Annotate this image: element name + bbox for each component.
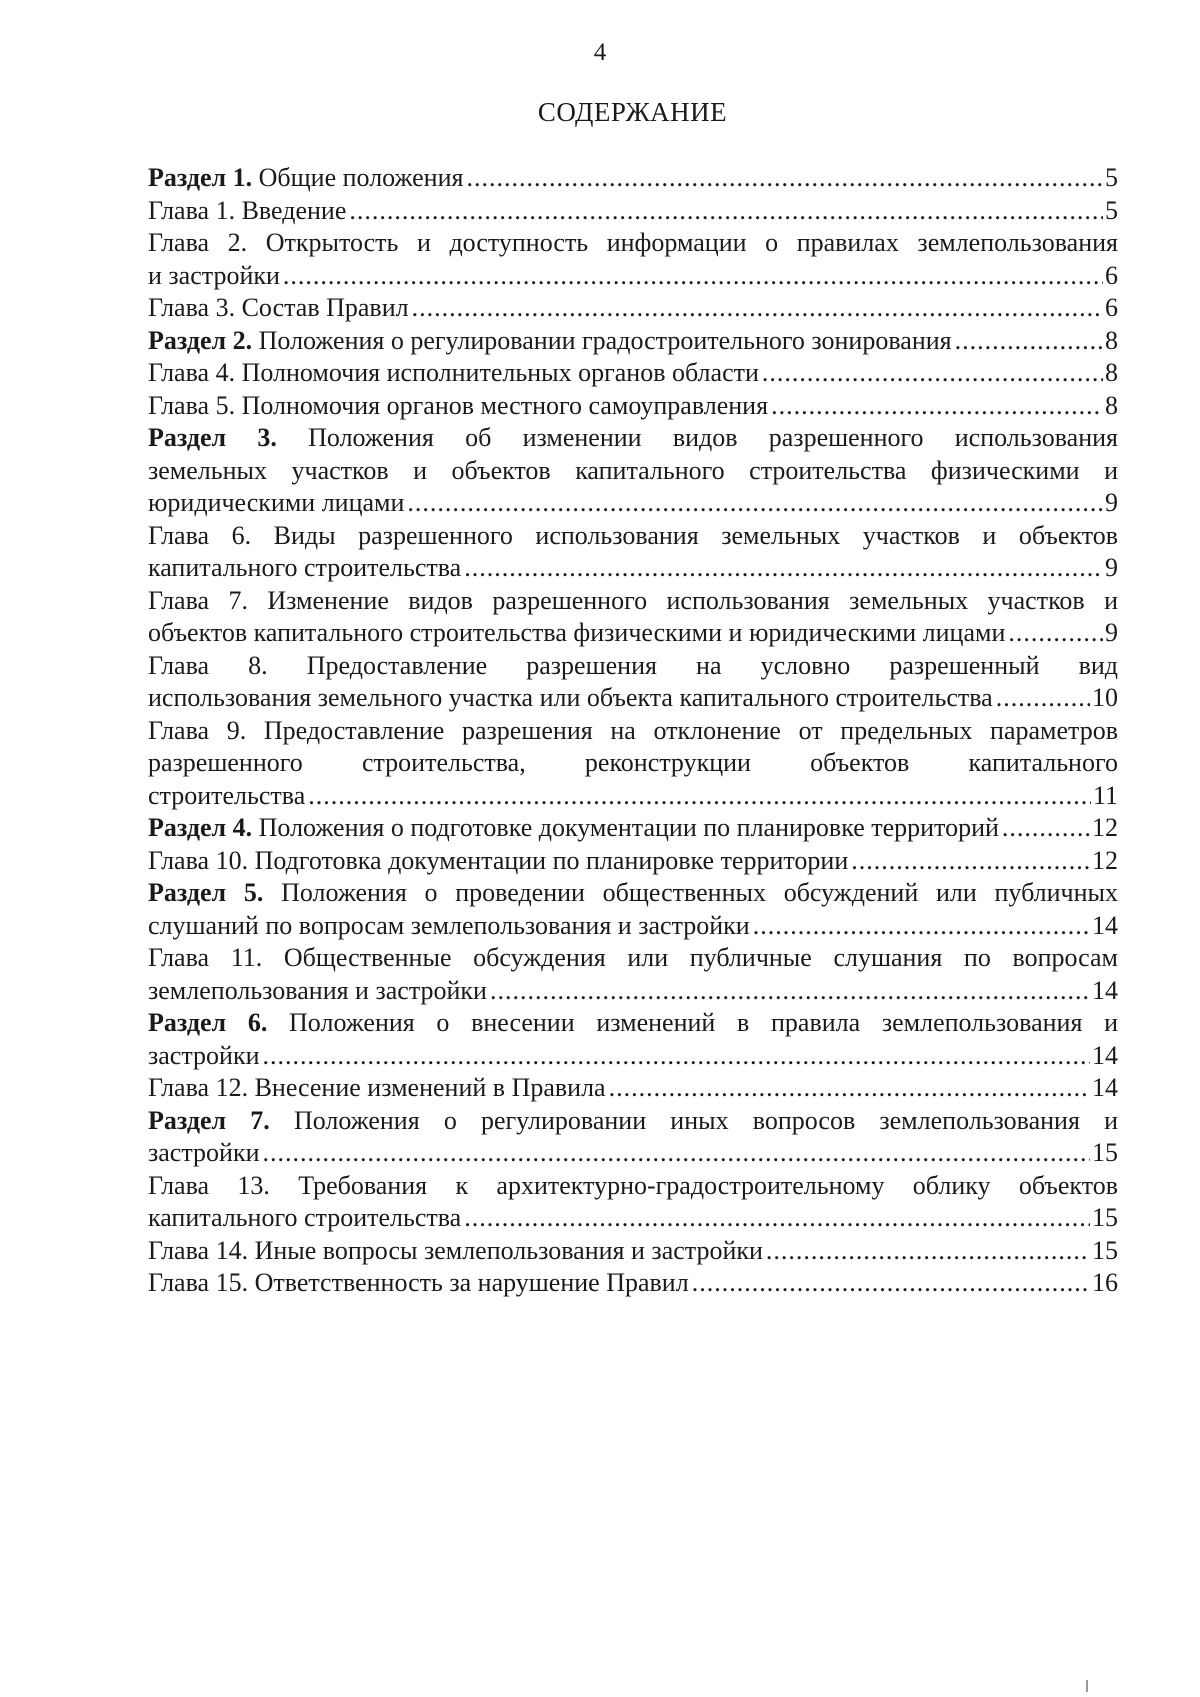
toc-page-number: 15: [1092, 1235, 1118, 1265]
toc-entry-lead: Раздел 5.: [148, 878, 264, 907]
dot-leader: [692, 1267, 1090, 1300]
toc-entry-text: [148, 325, 952, 358]
toc-chapter-entry: [148, 292, 1118, 325]
toc-page-number: 8: [1105, 390, 1118, 420]
dot-leader: [996, 682, 1090, 715]
toc-line: [148, 390, 1118, 423]
toc-entry-lead: Глава 13.: [148, 1170, 270, 1200]
toc-entry-title: Требования к архитектурно-градостроительному облику объектов: [269, 1170, 1118, 1200]
toc-line: [148, 877, 1118, 910]
toc-line: [148, 1235, 1118, 1268]
toc-section-entry: [148, 877, 1118, 942]
toc-entry-title: разрешенного строительства, реконструкции объектов капитального: [148, 748, 1118, 777]
toc-page-number: 15: [1092, 1138, 1118, 1167]
toc-chapter-entry: [148, 942, 1118, 1007]
toc-entry-title: застройки: [148, 1138, 260, 1167]
toc-entry-lead: Глава 4.: [148, 358, 236, 387]
toc-entry-text: [148, 357, 759, 390]
toc-chapter-entry: [148, 357, 1118, 390]
table-of-contents: [148, 162, 1118, 1300]
toc-page-number: 16: [1092, 1268, 1118, 1297]
dot-leader: [263, 1040, 1091, 1073]
toc-page-number: 12: [1092, 813, 1118, 842]
toc-entry-title: юридическими лицами: [148, 488, 405, 517]
dot-leader: [412, 292, 1103, 325]
toc-chapter-entry: [148, 1170, 1118, 1235]
toc-entry-title: Положения о регулировании градостроительного зонирования: [252, 325, 952, 355]
dot-leader: [771, 390, 1103, 423]
toc-line: [148, 910, 1118, 943]
toc-entry-title: капитального строительства: [148, 1203, 462, 1232]
toc-entry-title: Общие положения: [252, 163, 464, 192]
toc-entry-text: [148, 390, 768, 423]
toc-entry-lead: Раздел 4.: [148, 813, 253, 842]
dot-leader: [464, 1202, 1090, 1235]
toc-section-entry: [148, 162, 1118, 195]
toc-line: [148, 1072, 1118, 1105]
toc-chapter-entry: [148, 1235, 1118, 1268]
toc-entry-text: [148, 292, 409, 325]
toc-page-number: 10: [1092, 683, 1118, 712]
toc-entry-text: [148, 260, 280, 293]
toc-entry-text: [148, 682, 993, 715]
toc-line: [148, 487, 1118, 520]
toc-entry-title: Иные вопросы землепользования и застройки: [248, 1235, 763, 1265]
toc-entry-lead: Раздел 7.: [148, 1105, 270, 1135]
toc-entry-lead: Глава 12.: [148, 1073, 249, 1102]
toc-entry-title: Виды разрешенного использования земельных участков и объектов: [251, 520, 1118, 550]
dot-leader: [466, 162, 1103, 195]
toc-page-number: 15: [1092, 1203, 1118, 1232]
toc-page-number: 9: [1105, 553, 1118, 582]
toc-line: [148, 812, 1118, 845]
toc-line: [148, 520, 1118, 553]
toc-entry-title: землепользования и застройки: [148, 975, 487, 1005]
toc-line: [148, 1202, 1118, 1235]
toc-chapter-entry: [148, 195, 1118, 228]
toc-chapter-entry: [148, 650, 1118, 715]
toc-entry-text: [148, 910, 750, 943]
page-number: 4: [593, 39, 607, 66]
toc-entry-title: Ответственность за нарушение Правил: [248, 1268, 689, 1297]
toc-line: [148, 747, 1118, 780]
toc-chapter-entry: [148, 585, 1118, 650]
toc-entry-lead: Глава 8.: [148, 650, 268, 680]
toc-chapter-entry: [148, 1072, 1118, 1105]
toc-entry-lead: Раздел 2.: [148, 325, 253, 355]
toc-entry-title: Положения о подготовке документации по планировке территорий: [252, 813, 999, 842]
toc-entry-text: [148, 780, 305, 813]
toc-entry-lead: Глава 2.: [148, 228, 248, 257]
toc-line: [148, 942, 1118, 975]
toc-entry-title: и застройки: [148, 260, 280, 290]
toc-line: [148, 585, 1118, 618]
toc-page-number: 14: [1092, 1040, 1118, 1070]
toc-page-number: 6: [1105, 293, 1118, 322]
toc-page-number: 14: [1092, 975, 1118, 1005]
toc-entry-lead: Глава 3.: [148, 293, 236, 322]
toc-line: [148, 715, 1118, 748]
toc-entry-lead: Раздел 1.: [148, 163, 253, 192]
toc-entry-lead: Раздел 6.: [148, 1008, 268, 1037]
toc-entry-text: [148, 1235, 763, 1268]
toc-entry-title: использования земельного участка или объекта капитального строительства: [148, 683, 993, 712]
toc-entry-lead: Глава 10.: [148, 845, 249, 875]
dot-leader: [766, 1235, 1090, 1268]
dot-leader: [464, 552, 1103, 585]
toc-entry-title: Подготовка документации по планировке территории: [248, 845, 849, 875]
toc-page-number: 11: [1092, 780, 1118, 810]
toc-section-entry: [148, 1007, 1118, 1072]
toc-entry-text: [148, 845, 848, 878]
toc-entry-text: [148, 1072, 606, 1105]
toc-line: [148, 1267, 1118, 1300]
dot-leader: [851, 845, 1090, 878]
toc-chapter-entry: [148, 1267, 1118, 1300]
toc-line: [148, 1040, 1118, 1073]
toc-entry-text: [148, 1267, 689, 1300]
toc-page-number: 8: [1105, 358, 1118, 387]
dot-leader: [762, 357, 1103, 390]
dot-leader: [349, 195, 1103, 228]
toc-entry-title: слушаний по вопросам землепользования и застройки: [148, 910, 750, 940]
toc-entry-title: Изменение видов разрешенного использования земельных участков и: [247, 585, 1118, 615]
toc-line: [148, 975, 1118, 1008]
toc-page-number: 8: [1105, 325, 1118, 355]
toc-entry-text: [148, 552, 461, 585]
toc-line: [148, 260, 1118, 293]
toc-page-number: 9: [1105, 618, 1118, 647]
toc-entry-lead: Глава 15.: [148, 1268, 249, 1297]
toc-entry-title: Состав Правил: [235, 293, 409, 322]
dot-leader: [1008, 617, 1103, 650]
toc-line: [148, 292, 1118, 325]
toc-entry-lead: Глава 11.: [148, 943, 263, 972]
toc-entry-text: [148, 1040, 260, 1073]
dot-leader: [308, 780, 1091, 813]
toc-page-number: 9: [1105, 488, 1118, 517]
toc-section-entry: [148, 325, 1118, 358]
toc-entry-title: Полномочия органов местного самоуправления: [235, 390, 769, 420]
dot-leader: [283, 260, 1103, 293]
toc-entry-title: Предоставление разрешения на отклонение от предельных параметров: [246, 715, 1118, 745]
toc-line: [148, 552, 1118, 585]
toc-entry-lead: Глава 6.: [148, 520, 252, 550]
toc-entry-title: Положения о регулировании иных вопросов землепользования и: [269, 1105, 1118, 1135]
toc-entry-lead: Глава 5.: [148, 390, 236, 420]
toc-entry-lead: Глава 7.: [148, 585, 248, 615]
toc-page-number: 14: [1092, 910, 1118, 940]
toc-line: [148, 1105, 1118, 1138]
toc-page-number: 5: [1105, 163, 1118, 192]
toc-entry-title: капитального строительства: [148, 553, 462, 582]
toc-entry-text: [148, 162, 463, 195]
toc-entry-lead: Глава 14.: [148, 1235, 249, 1265]
toc-line: [148, 617, 1118, 650]
toc-chapter-entry: [148, 845, 1118, 878]
toc-entry-lead: Глава 1.: [148, 195, 236, 225]
toc-entry-title: Положения о проведении общественных обсуждений или публичных: [263, 878, 1118, 907]
toc-line: [148, 422, 1118, 455]
toc-entry-title: земельных участков и объектов капитального строительства физическими и: [148, 455, 1118, 485]
toc-entry-title: Положения об изменении видов разрешенного использования: [276, 423, 1118, 452]
toc-line: [148, 650, 1118, 683]
toc-line: [148, 780, 1118, 813]
dot-leader: [490, 975, 1090, 1008]
toc-entry-text: [148, 617, 1005, 650]
toc-line: [148, 682, 1118, 715]
dot-leader: [263, 1137, 1091, 1170]
toc-entry-text: [148, 1137, 260, 1170]
toc-page-number: 12: [1092, 845, 1118, 875]
toc-line: [148, 1007, 1118, 1040]
toc-entry-lead: Раздел 3.: [148, 423, 277, 452]
toc-entry-title: строительства: [148, 780, 306, 810]
toc-entry-text: [148, 1202, 461, 1235]
page-title: СОДЕРЖАНИЕ: [537, 97, 728, 127]
dot-leader: [955, 325, 1103, 358]
scan-artifact: [1086, 1680, 1088, 1692]
toc-line: [148, 455, 1118, 488]
toc-line: [148, 325, 1118, 358]
toc-entry-title: застройки: [148, 1040, 260, 1070]
toc-entry-title: Предоставление разрешения на условно разрешенный вид: [267, 650, 1118, 680]
toc-page-number: 6: [1105, 260, 1118, 290]
toc-line: [148, 1137, 1118, 1170]
toc-entry-text: [148, 812, 999, 845]
toc-line: [148, 227, 1118, 260]
toc-entry-title: Общественные обсуждения или публичные слушания по вопросам: [262, 943, 1118, 972]
toc-entry-text: [148, 975, 487, 1008]
toc-entry-title: Положения о внесении изменений в правила землепользования и: [267, 1008, 1118, 1037]
toc-entry-text: [148, 487, 404, 520]
toc-section-entry: [148, 812, 1118, 845]
toc-line: [148, 357, 1118, 390]
toc-entry-title: Внесение изменений в Правила: [248, 1073, 606, 1102]
toc-chapter-entry: [148, 390, 1118, 423]
toc-chapter-entry: [148, 520, 1118, 585]
toc-entry-title: Полномочия исполнительных органов области: [235, 358, 759, 387]
toc-line: [148, 1170, 1118, 1203]
toc-section-entry: [148, 1105, 1118, 1170]
toc-entry-text: [148, 195, 346, 228]
dot-leader: [609, 1072, 1090, 1105]
dot-leader: [407, 487, 1103, 520]
toc-entry-title: Открытость и доступность информации о правилах землепользования: [247, 228, 1118, 257]
toc-chapter-entry: [148, 227, 1118, 292]
dot-leader: [1002, 812, 1090, 845]
toc-page-number: 14: [1092, 1073, 1118, 1102]
toc-line: [148, 195, 1118, 228]
toc-line: [148, 845, 1118, 878]
toc-page-number: 5: [1105, 195, 1118, 225]
toc-entry-title: Введение: [235, 195, 347, 225]
toc-line: [148, 162, 1118, 195]
toc-chapter-entry: [148, 715, 1118, 813]
toc-entry-lead: Глава 9.: [148, 715, 247, 745]
toc-entry-title: объектов капитального строительства физическими и юридическими лицами: [148, 618, 1006, 647]
toc-section-entry: [148, 422, 1118, 520]
dot-leader: [753, 910, 1090, 943]
